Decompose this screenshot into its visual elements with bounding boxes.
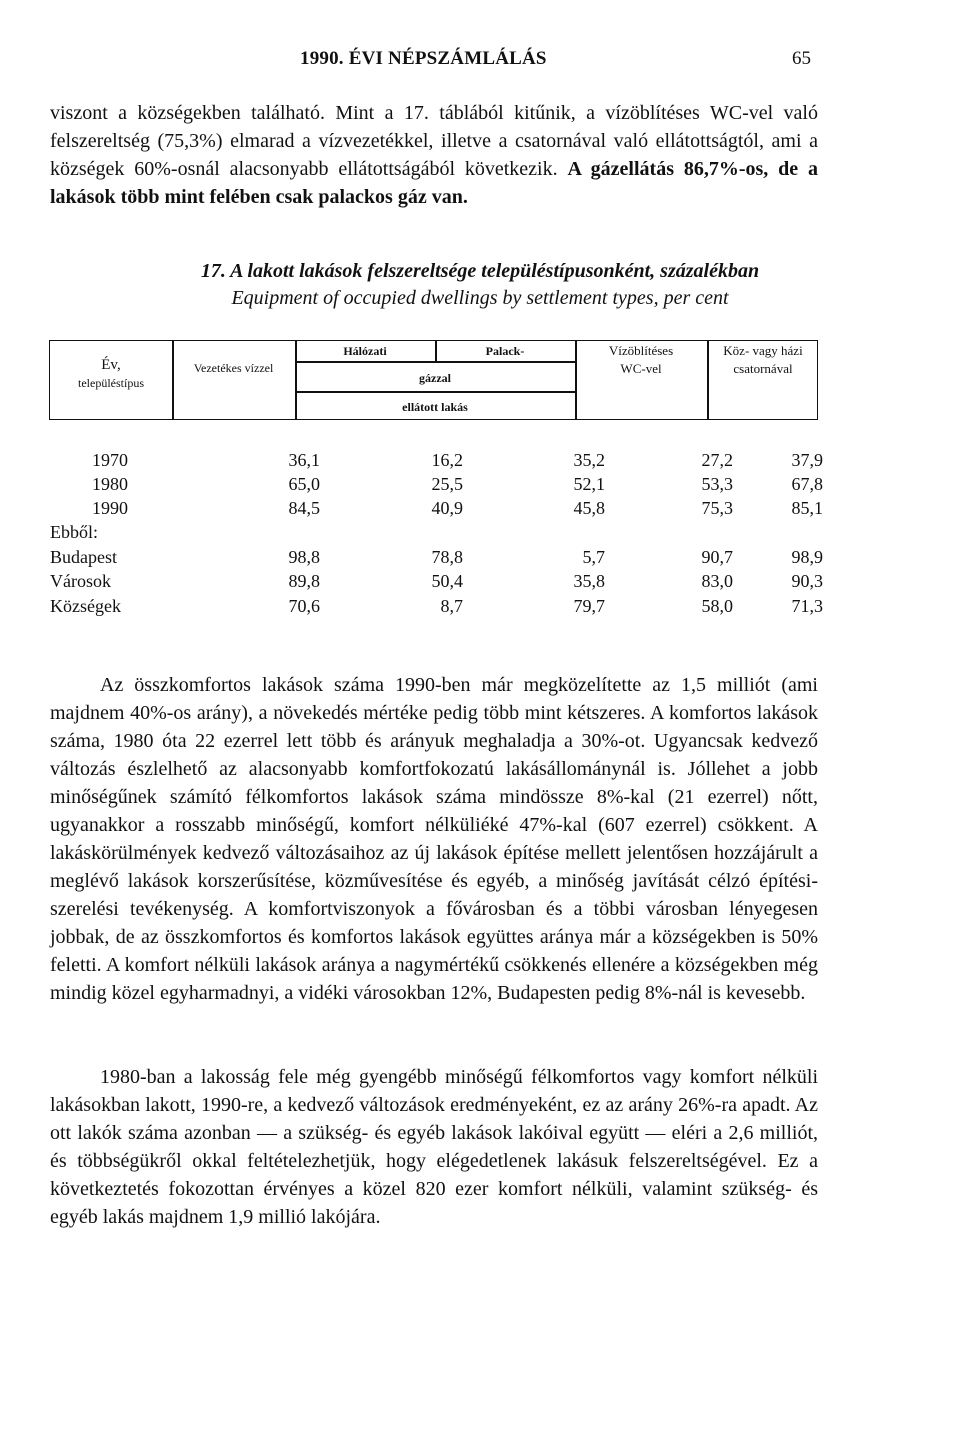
cell: 75,3 <box>701 498 733 518</box>
header-network: Hálózati <box>343 344 387 358</box>
header-wc-line1: Vízöblítéses <box>608 343 674 358</box>
table-header <box>49 340 818 420</box>
cell: 27,2 <box>701 450 733 470</box>
cell: 58,0 <box>701 596 733 616</box>
header-wc-line2: WC-vel <box>620 361 662 376</box>
cell: 70,6 <box>288 596 320 616</box>
running-title: 1990. ÉVI NÉPSZÁMLÁLÁS <box>300 48 547 69</box>
header-sewer-line1: Köz- vagy házi <box>723 343 803 358</box>
cell: 79,7 <box>573 596 605 616</box>
cell: 35,2 <box>573 450 605 470</box>
table-row <box>50 450 823 474</box>
cell: 36,1 <box>288 450 320 470</box>
cell: 53,3 <box>701 474 733 494</box>
cell: 90,7 <box>701 547 733 567</box>
cell: 8,7 <box>440 596 463 616</box>
row-label: Ebből: <box>50 522 98 542</box>
cell: 5,7 <box>582 547 605 567</box>
cell: 98,9 <box>791 547 823 567</box>
table-row <box>50 571 823 595</box>
cell: 50,4 <box>431 571 463 591</box>
cell: 37,9 <box>791 450 823 470</box>
cell: 71,3 <box>791 596 823 616</box>
cell: 25,5 <box>431 474 463 494</box>
cell: 67,8 <box>791 474 823 494</box>
table-title-hu: 17. A lakott lakások felszereltsége településtípusonként, százalékban <box>200 260 760 282</box>
cell: 98,8 <box>288 547 320 567</box>
header-gas: gázzal <box>419 371 451 385</box>
header-supplied: ellátott lakás <box>402 400 468 414</box>
cell: 45,8 <box>573 498 605 518</box>
cell: 85,1 <box>791 498 823 518</box>
cell: 52,1 <box>573 474 605 494</box>
row-label: Városok <box>50 571 111 591</box>
cell: 16,2 <box>431 450 463 470</box>
intro-text: viszont a községekben található. Mint a 17. táblából kitűnik, a vízöblítéses WC-vel való felszereltség (75,3%) elmarad a vízvezetékkel, illetve a csatornával való ellátottságtól, ami a községek 60%-osnál alacsonyabb ellátottságából következik. <box>50 102 818 180</box>
table-title-en: Equipment of occupied dwellings by settlement types, per cent <box>231 287 729 309</box>
cell: 78,8 <box>431 547 463 567</box>
cell: 90,3 <box>791 571 823 591</box>
cell: 89,8 <box>288 571 320 591</box>
table-row <box>50 596 823 620</box>
cell: 65,0 <box>288 474 320 494</box>
header-settlement-type: településtípus <box>78 376 144 390</box>
cell: 83,0 <box>701 571 733 591</box>
row-label: 1970 <box>92 450 128 470</box>
header-water: Vezetékes vízzel <box>193 361 274 375</box>
cell: 84,5 <box>288 498 320 518</box>
table-row <box>50 498 823 522</box>
row-label: Budapest <box>50 547 117 567</box>
header-bottle: Palack- <box>485 344 525 358</box>
intro-paragraph <box>50 99 818 211</box>
cell: 35,8 <box>573 571 605 591</box>
row-label: 1980 <box>92 474 128 494</box>
table-row <box>50 474 823 498</box>
cell: 40,9 <box>431 498 463 518</box>
body-paragraph-1: Az összkomfortos lakások száma 1990-ben már megközelítette az 1,5 milliót (ami majdnem 40%-os arány), a növekedés mértéke pedig több mint kétszeres. A komfortos lakások száma, 1980 óta 22 ezerrel lett több és arányuk meghaladja a 30%-ot. Ugyancsak kedvező változás észlelhető az alacsonyabb komfortfokozatú lakásállománynál is. Jóllehet a jobb minőségűnek számító félkomfortos lakások száma mindössze 8%-kal (21 ezerrel) nőtt, ugyanakkor a rosszabb minőségű, komfort nélküliéké 47%-kal (607 ezerrel) csökkent. A lakáskörülmények kedvező változásaihoz az új lakások építése mellett jelentősen hozzájárult a meglévő lakások korszerűsítése, közművesítése és egyéb, a minőség javítását célzó építési-szerelési tevékenység. A komfortviszonyok a fővárosban és a többi városban lényegesen jobbak, de az összkomfortos és komfortos lakások együttes aránya már a községekben is 50% feletti. A komfort nélküli lakások aránya a nagymértékű csökkenés ellenére a községekben még mindig közel egyharmadnyi, a vidéki városokban 12%, Budapesten pedig 8%-nál is kevesebb. <box>50 674 818 1004</box>
intro-text-bold: A gázellátás 86,7%-os, de a lakások több mint felében csak palackos gáz van. <box>50 158 818 208</box>
header-year: Év, <box>101 357 121 373</box>
header-sewer-line2: csatornával <box>733 361 793 376</box>
body-paragraph-2: 1980-ban a lakosság fele még gyengébb minőségű félkomfortos vagy komfort nélküli lakásokban lakott, 1990-re, a kedvező változások eredményeként, ez az arány 26%-ra apadt. Az ott lakók száma azonban — a szükség- és egyéb lakások lakóival együtt — eléri a 2,6 milliót, és többségükről okkal feltételezhetjük, hogy elégedetlenek lakásuk felszereltségével. Ez a következtetés fokozottan érvényes a közel 820 ezer komfort nélküli, valamint szükség- és egyéb lakás majdnem 1,9 millió lakójára. <box>50 1066 818 1228</box>
table-row <box>50 522 820 546</box>
page-number: 65 <box>792 48 811 69</box>
row-label: Községek <box>50 596 121 616</box>
table-row <box>50 547 823 571</box>
row-label: 1990 <box>92 498 128 518</box>
